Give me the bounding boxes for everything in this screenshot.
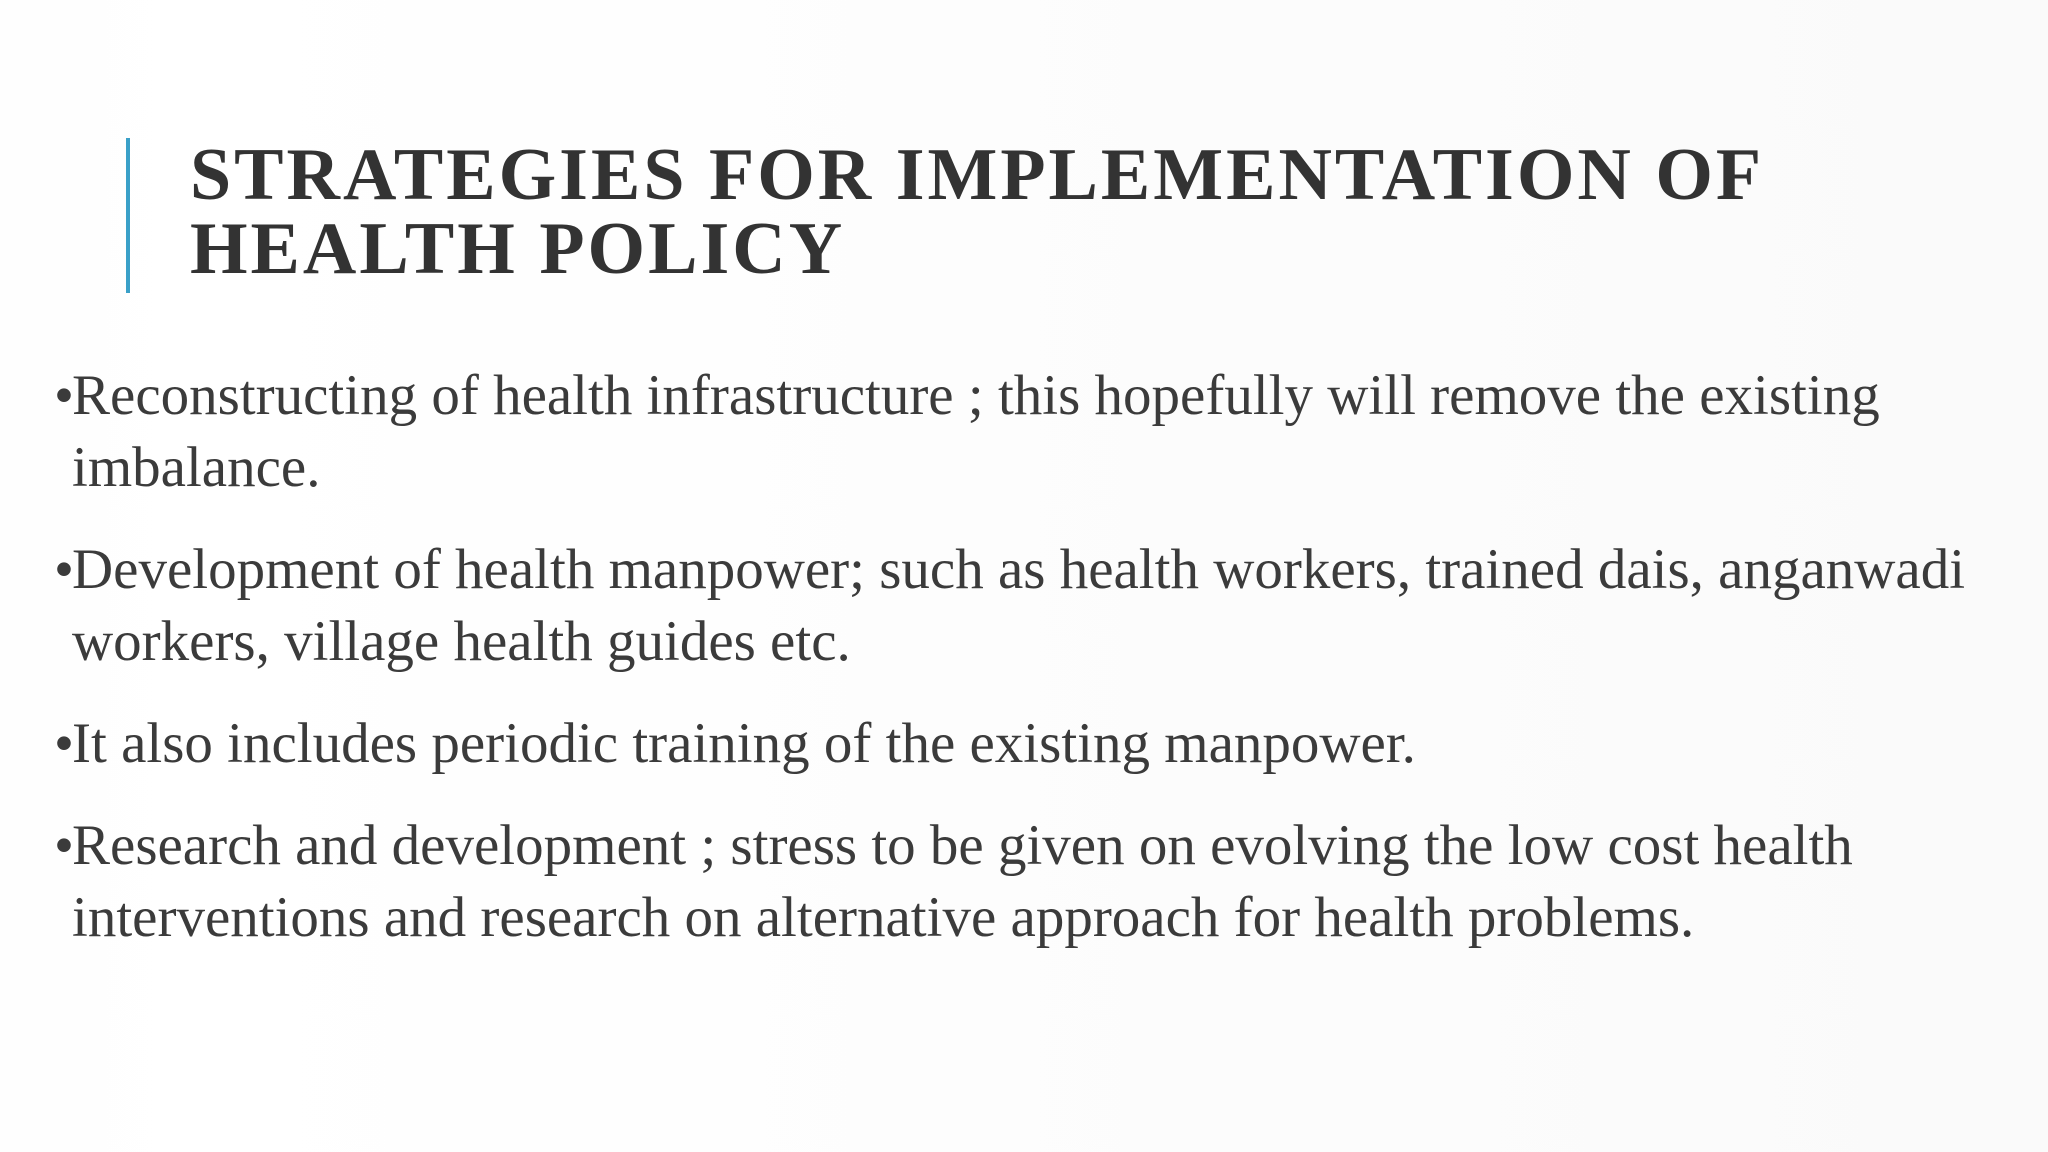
slide-title-line-1: STRATEGIES FOR IMPLEMENTATION OF <box>190 134 1765 216</box>
bullet-dot-icon: • <box>54 814 74 877</box>
slide-title <box>190 134 1890 290</box>
bullet-dot-icon: • <box>54 538 74 601</box>
slide-title-line-2: HEALTH POLICY <box>190 208 846 290</box>
bullet-dot-icon: • <box>54 364 74 427</box>
bullet-text: Research and development ; stress to be given on evolving the low cost health interventions and research on alternative approach for health problems. <box>72 814 1853 949</box>
bullet-text: Reconstructing of health infrastructure ; this hopefully will remove the existing imbalance. <box>72 364 1880 499</box>
bullet-item <box>54 708 2014 780</box>
title-accent-bar <box>126 138 130 293</box>
bullet-item <box>54 534 2014 678</box>
bullet-text: It also includes periodic training of the existing manpower. <box>72 712 1416 775</box>
bullet-item <box>54 360 2014 504</box>
bullet-list <box>54 360 2014 984</box>
bullet-dot-icon: • <box>54 712 74 775</box>
bullet-item <box>54 810 2014 954</box>
bullet-text: Development of health manpower; such as health workers, trained dais, anganwadi workers, village health guides etc. <box>72 538 1966 673</box>
